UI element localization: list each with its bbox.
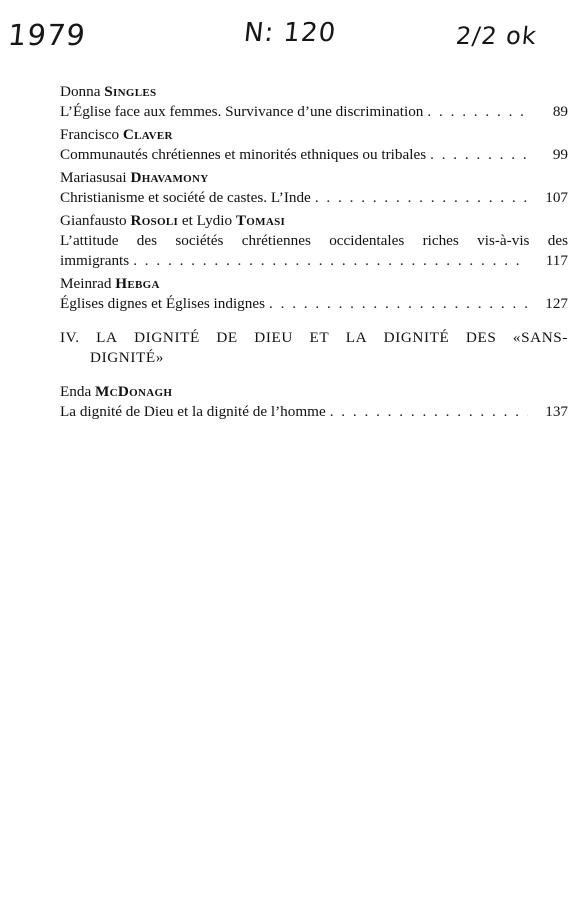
section-word: DIGNITÉ: [383, 329, 450, 346]
section-word: «SANS-: [512, 329, 568, 346]
toc-entry-hebga: [60, 274, 568, 314]
author-last-name: McDonagh: [95, 383, 173, 400]
toc-entry-singles: [60, 82, 568, 122]
author-last-name: Tomasi: [235, 212, 286, 229]
author-first-name: Francisco: [60, 126, 120, 143]
section-word: DIGNITÉ: [134, 329, 200, 346]
table-of-contents: [60, 82, 568, 425]
author-last-name: Singles: [104, 83, 157, 100]
dot-leader: [330, 402, 528, 422]
article-title-line-1: L’attitude des sociétés chrétiennes occidentales riches vis-à-vis des: [60, 232, 568, 249]
section-word: LA: [96, 329, 118, 346]
section-word: IV.: [60, 329, 80, 346]
toc-entry-dhavamony: [60, 168, 568, 208]
page-number: 127: [545, 295, 568, 312]
author-first-name: Lydio: [196, 212, 233, 229]
author-first-name: Donna: [60, 83, 101, 100]
handwritten-check-note: 2/2 ok: [454, 22, 539, 50]
dot-leader: [427, 102, 528, 122]
author-line: [60, 168, 568, 188]
author-last-name: Dhavamony: [130, 169, 209, 186]
author-conjunction: et: [181, 212, 193, 229]
toc-title-line: [60, 402, 568, 422]
article-title: L’Église face aux femmes. Survivance d’une discrimination: [60, 103, 424, 120]
dot-leader: [133, 251, 528, 271]
section-heading-line-1: [60, 328, 568, 348]
section-word: DIEU: [254, 329, 293, 346]
dot-leader: [315, 188, 528, 208]
toc-entry-claver: [60, 125, 568, 165]
author-first-name: Gianfausto: [60, 212, 127, 229]
page-number: 89: [552, 103, 568, 120]
toc-entry-rosoli-tomasi: [60, 211, 568, 271]
toc-entry-mcdonagh: [60, 382, 568, 422]
dot-leader: [269, 294, 528, 314]
article-title: Christianisme et société de castes. L’Inde: [60, 189, 311, 206]
handwritten-year: 1979: [6, 18, 88, 52]
toc-title-line: [60, 294, 568, 314]
author-line: [60, 274, 568, 294]
article-title: Communautés chrétiennes et minorités ethniques ou tribales: [60, 146, 427, 163]
author-first-name: Meinrad: [60, 275, 112, 292]
author-line: [60, 382, 568, 402]
article-title-line-2: immigrants: [60, 252, 130, 269]
author-last-name: Rosoli: [130, 212, 179, 229]
dot-leader: [430, 145, 528, 165]
author-last-name: Hebga: [115, 275, 160, 292]
section-word: ET: [309, 329, 330, 346]
section-word: LA: [345, 329, 368, 346]
article-title: La dignité de Dieu et la dignité de l’homme: [60, 403, 326, 420]
author-line: [60, 211, 568, 231]
toc-title-line: [60, 145, 568, 165]
toc-title-line: [60, 188, 568, 208]
author-last-name: Claver: [122, 126, 173, 143]
author-first-name: Enda: [60, 383, 92, 400]
section-heading-iv: [60, 328, 568, 368]
page-number: 137: [545, 403, 568, 420]
section-heading-line-2: DIGNITÉ»: [90, 349, 164, 366]
author-line: [60, 125, 568, 145]
section-word: DES: [465, 329, 497, 346]
section-word: DE: [216, 329, 238, 346]
page-number: 99: [552, 146, 568, 163]
article-title: Églises dignes et Églises indignes: [60, 295, 266, 312]
toc-title-line: [60, 102, 568, 122]
author-line: [60, 82, 568, 102]
toc-title-line: [60, 251, 568, 271]
page-number: 107: [545, 189, 568, 206]
handwritten-issue-number: N: 120: [242, 18, 338, 48]
page-number: 117: [545, 252, 568, 269]
author-first-name: Mariasusai: [60, 169, 127, 186]
